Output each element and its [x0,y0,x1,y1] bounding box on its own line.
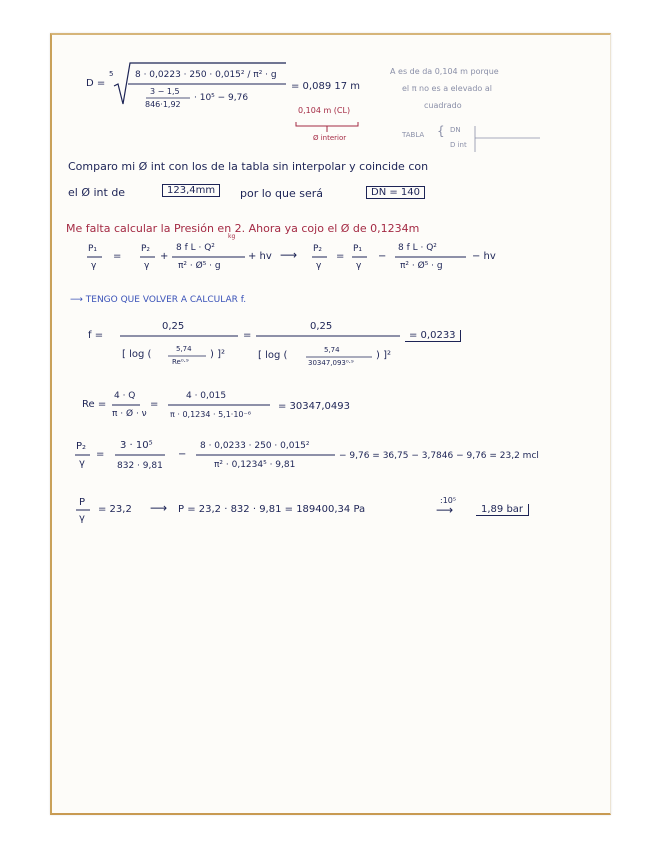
f-den2-bot: 30347,093⁰·⁹ [308,359,354,367]
final-div: :10⁵ [440,496,457,505]
p2-num1: 3 · 10⁵ [120,440,153,451]
p2-lhs-top: P₂ [76,441,87,452]
handwritten-sheet [50,33,611,815]
bern-p1b: P₁ [353,244,363,254]
p2-lhs-bot: γ [79,458,85,469]
final-eq: = 23,2 [98,504,132,515]
re-den2: π · 0,1234 · 5,1·10⁻⁶ [170,410,251,419]
bern-p2: P₂ [141,244,151,254]
para3-line: ⟶ TENGO QUE VOLVER A CALCULAR f. [70,295,247,305]
bern-fnum2: 8 f L · Q² [398,243,437,253]
bern-g1: γ [91,261,97,271]
bern-p2b: P₂ [313,244,323,254]
p2-minus: − [178,449,187,460]
bern-fden: π² · Ø⁵ · g [178,261,221,271]
f-den1-b: ) ]² [210,349,225,360]
para1-line1: Comparo mi Ø int con los de la tabla sin interpolar y coincide con [68,160,429,173]
final-lhs-top: P [79,497,86,508]
bern-eq: = [113,251,122,262]
bern-tail2: − hv [472,251,496,262]
d-den-frac-top: 3 − 1,5 [150,87,180,96]
tabla-dint: D int [450,141,467,149]
f-den1-a: [ log ( [122,349,152,360]
re-num2: 4 · 0,015 [186,391,227,401]
p2-num2: 8 · 0,0233 · 250 · 0,015² [200,441,310,451]
re-den1: π · Ø · ν [112,409,147,419]
bern-kg: kg [228,233,236,240]
para1-line2-b: por lo que será [240,187,323,200]
bern-p1: P₁ [88,244,98,254]
f-num2: 0,25 [310,321,333,332]
f-num1: 0,25 [162,321,185,332]
f-den2-a: [ log ( [258,350,288,361]
final-arrow2: ⟶ [436,503,454,517]
f-den2-b: ) ]² [376,350,391,361]
phi-int-box: 123,4mm [162,184,220,197]
re-num1: 4 · Q [114,391,136,401]
final-lhs-bot: γ [79,513,85,524]
bern-arrow: ⟶ [280,248,298,262]
f-eq: = [243,330,252,341]
final-expr: P = 23,2 · 832 · 9,81 = 189400,34 Pa [178,504,366,515]
note-line-1: A es de da 0,104 m porque [390,67,499,76]
f-den2-top: 5,74 [324,346,340,354]
d-den-frac-bot: 846·1,92 [145,100,181,109]
p2-den2: π² · 0,1234⁵ · 9,81 [214,460,296,470]
phi-int-label: Ø interior [313,134,347,142]
bern-g2: γ [144,261,150,271]
re-lhs: Re = [82,399,107,410]
bern-tail: + hv [248,251,272,262]
p2-den1: 832 · 9,81 [117,461,163,471]
re-result: = 30347,0493 [278,401,350,412]
tabla-brace: { [437,124,445,138]
f-lhs: f = [88,330,104,341]
d-result-alt: 0,104 m (CL) [298,106,351,115]
p2-eq: = [96,449,105,460]
d-den-rest: · 10⁵ − 9,76 [194,93,249,103]
f-den1-top: 5,74 [176,345,192,353]
bern-fnum: 8 f L · Q² [176,243,215,253]
tabla-dn: DN [450,126,461,134]
bern-g2b: γ [316,261,322,271]
bern-plus: + [160,251,169,262]
d-numerator: 8 · 0,0223 · 250 · 0,015² / π² · g [135,70,277,80]
d-lhs: D = [86,78,106,89]
tabla-label: TABLA [402,131,425,139]
dn-box: DN = 140 [366,186,425,199]
para2-line: Me falta calcular la Presión en 2. Ahora ya cojo el Ø de 0,1234m [66,222,420,235]
p2-result: − 9,76 = 36,75 − 3,7846 − 9,76 = 23,2 mcl [339,451,539,461]
d-result: = 0,089 17 m [291,81,361,92]
note-line-2: el π no es a elevado al [402,84,492,93]
bern-eq2: = [336,251,345,262]
re-eq: = [150,399,159,410]
note-line-3: cuadrado [424,101,462,110]
root-index: 5 [109,70,114,78]
para1-line2-a: el Ø int de [68,186,126,199]
bern-minus: − [378,251,387,262]
bern-fden2: π² · Ø⁵ · g [400,261,443,271]
final-result: 1,89 bar [476,504,529,516]
f-result: = 0,0233 [405,330,461,342]
f-den1-bot: Re⁰·⁹ [172,358,189,366]
bern-g1b: γ [356,261,362,271]
final-arrow: ⟶ [150,501,168,515]
